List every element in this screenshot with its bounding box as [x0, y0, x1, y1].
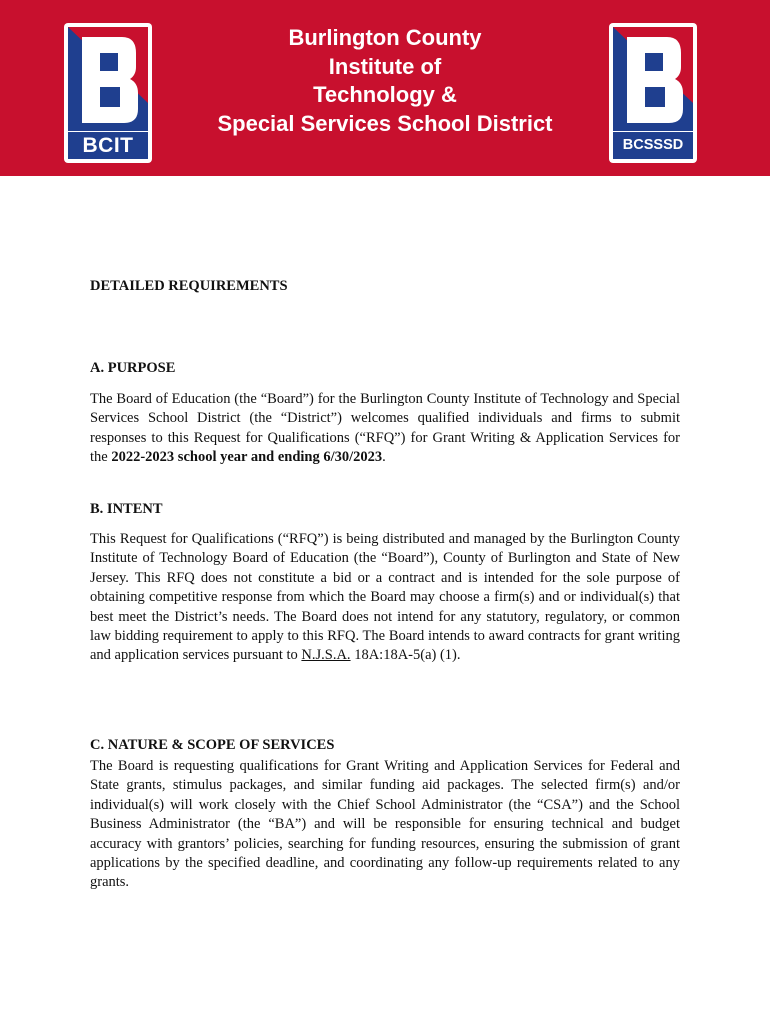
purpose-text-end: . [382, 449, 386, 466]
njsa-citation: N.J.S.A. [301, 647, 351, 664]
bcit-logo [64, 23, 152, 163]
scope-paragraph: The Board is requesting qualifications for Grant Writing and Application Services for Federal and State grants, stimulus packages, and similar funding aid packages. The selected firm(s) and/or individual(s) will work closely with the Chief School Administrator (the “CSA”) and the School Business Administrator (the “BA”) and will be responsible for ensuring technical and budget accuracy with grantors’ policies, searching for funding resources, ensuring the submission of grant applications by the specified deadline, and coordinating any follow-up requirements related to any grants. [90, 758, 680, 891]
purpose-school-year: 2022-2023 school year and ending 6/30/2023 [111, 449, 383, 466]
intent-text-end: 18A:18A-5(a) (1). [350, 647, 461, 664]
document-heading: DETAILED REQUIREMENTS [90, 278, 288, 294]
purpose-heading: A. PURPOSE [90, 360, 176, 376]
intent-text: This Request for Qualifications (“RFQ”) is being distributed and managed by the Burlington County Institute of Technology Board of Education (the “Board”), County of Burlington and State of New Jersey. This RFQ does not constitute a bid or a contract and is intended for the sole purpose of obtaining competitive response from which the Board may choose a firm(s) and or individual(s) that best meet the District’s needs. The Board does not intend for any statutory, regulatory, or common law bidding requirement to apply to this RFQ. The Board intends to award contracts for grant writing and application services pursuant to [90, 531, 680, 664]
bcit-logo-label: BCIT [68, 132, 148, 159]
bcsssd-logo-label: BCSSSD [613, 132, 693, 159]
intent-paragraph [90, 530, 680, 666]
header-banner [0, 0, 770, 176]
bcsssd-logo [609, 23, 697, 163]
purpose-text: The Board of Education (the “Board”) for the Burlington County Institute of Technology and Special Services School District (the “District”) welcomes qualified individuals and firms to submit responses to this Request for Qualifications (“RFQ”) for Grant Writing & Application Services for the [90, 391, 680, 466]
district-title-line-3: Technology & [313, 82, 457, 107]
district-title-line-1: Burlington County [288, 25, 482, 50]
purpose-paragraph [90, 390, 680, 468]
district-title [175, 24, 595, 138]
district-title-line-2: Institute of [328, 53, 442, 79]
intent-heading: B. INTENT [90, 501, 163, 517]
district-title-line-4: Special Services School District [217, 110, 553, 136]
scope-heading: C. NATURE & SCOPE OF SERVICES [90, 737, 335, 753]
